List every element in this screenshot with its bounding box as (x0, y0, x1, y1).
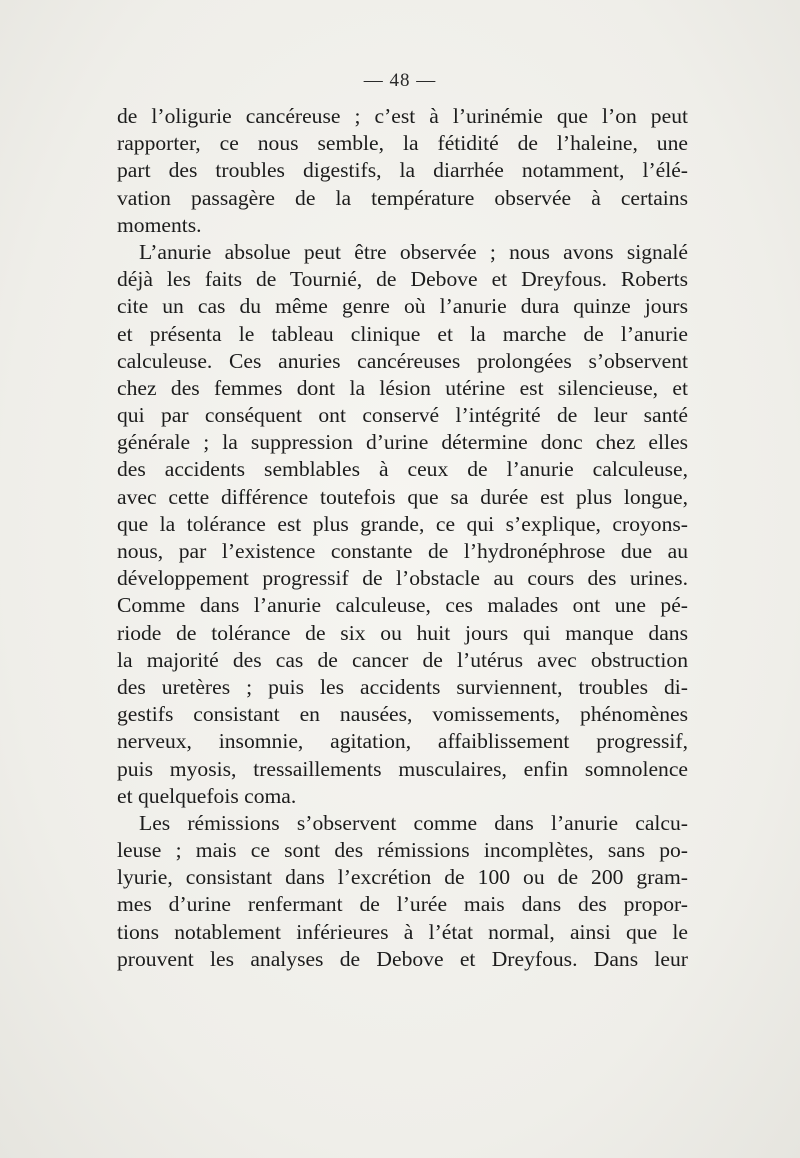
text-line: part des troubles digestifs, la diarrhée notamment, l’élé- (117, 158, 688, 183)
text-line: et présenta le tableau clinique et la marche de l’anurie (117, 321, 688, 346)
text-line: calculeuse. Ces anuries cancéreuses prolongées s’observent (117, 348, 688, 373)
text-line: puis myosis, tressaillements musculaires, enfin somnolence (117, 756, 688, 781)
text-line: rapporter, ce nous semble, la fétidité de l’haleine, une (117, 131, 688, 156)
text-line: tions notablement inférieures à l’état normal, ainsi que le (117, 919, 688, 944)
text-line: développement progressif de l’obstacle au cours des urines. (117, 566, 688, 591)
text-line: lyurie, consistant dans l’excrétion de 100 ou de 200 gram- (117, 865, 688, 890)
text-line: Les rémissions s’observent comme dans l’anurie calcu- (139, 810, 688, 835)
text-line: des uretères ; puis les accidents surviennent, troubles di- (117, 674, 688, 699)
text-line: de l’oligurie cancéreuse ; c’est à l’urinémie que l’on peut (117, 104, 688, 128)
text-line: que la tolérance est plus grande, ce qui s’explique, croyons- (117, 511, 688, 536)
text-line: gestifs consistant en nausées, vomissements, phénomènes (117, 702, 688, 727)
text-line: déjà les faits de Tournié, de Debove et Dreyfous. Roberts (117, 267, 688, 292)
text-line: riode de tolérance de six ou huit jours qui manque dans (117, 620, 688, 645)
text-line: Comme dans l’anurie calculeuse, ces malades ont une pé- (117, 593, 688, 618)
text-line: la majorité des cas de cancer de l’utérus avec obstruction (117, 647, 688, 672)
text-line: avec cette différence toutefois que sa durée est plus longue, (117, 484, 688, 509)
text-line: vation passagère de la température observée à certains (117, 185, 688, 210)
text-line: chez des femmes dont la lésion utérine est silencieuse, et (117, 375, 688, 400)
text-line: et quelquefois coma. (117, 783, 297, 808)
text-line: L’anurie absolue peut être observée ; nous avons signalé (139, 239, 688, 264)
text-line: mes d’urine renfermant de l’urée mais dans des propor- (117, 892, 688, 917)
text-line: moments. (117, 212, 202, 237)
text-line: cite un cas du même genre où l’anurie dura quinze jours (117, 294, 688, 319)
text-line: générale ; la suppression d’urine détermine donc chez elles (117, 430, 688, 455)
text-line: nerveux, insomnie, agitation, affaiblissement progressif, (117, 729, 688, 754)
text-line: nous, par l’existence constante de l’hydronéphrose due au (117, 539, 688, 563)
text-line: des accidents semblables à ceux de l’anurie calculeuse, (117, 457, 688, 482)
text-line: prouvent les analyses de Debove et Dreyfous. Dans leur (117, 946, 688, 971)
text-line: qui par conséquent ont conservé l’intégrité de leur santé (117, 403, 688, 428)
body-text (117, 103, 688, 973)
page-number: — 48 — (363, 70, 437, 91)
text-line: leuse ; mais ce sont des rémissions incomplètes, sans po- (117, 838, 688, 863)
